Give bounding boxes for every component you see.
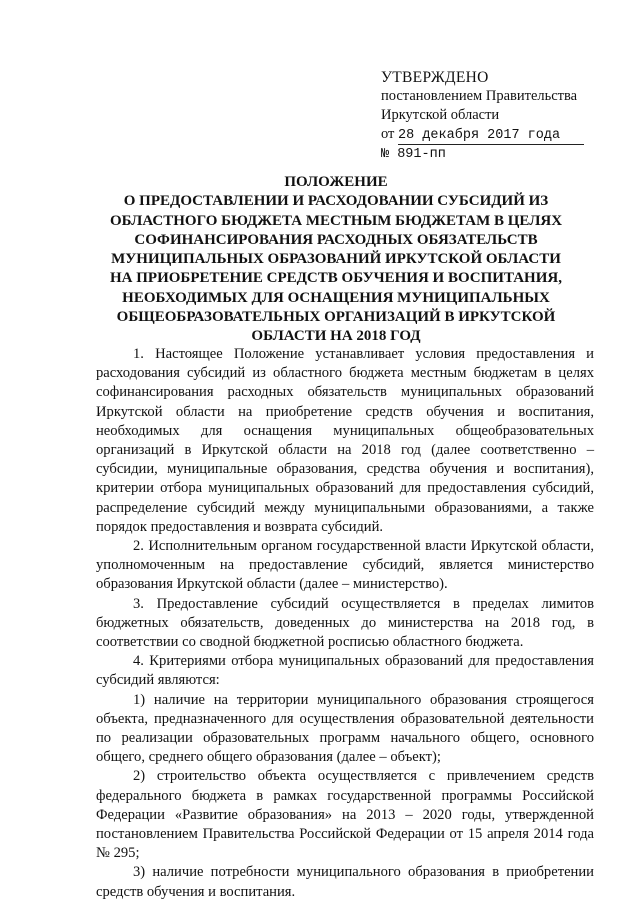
approval-date-row xyxy=(381,125,621,145)
title-line-6: НА ПРИОБРЕТЕНИЕ СРЕДСТВ ОБУЧЕНИЯ И ВОСПИТАНИЯ, xyxy=(110,270,562,287)
title-line-7: НЕОБХОДИМЫХ ДЛЯ ОСНАЩЕНИЯ МУНИЦИПАЛЬНЫХ xyxy=(122,289,550,306)
title-line-3: ОБЛАСТНОГО БЮДЖЕТА МЕСТНЫМ БЮДЖЕТАМ В ЦЕЛЯХ xyxy=(109,212,563,229)
title-line-2: О ПРЕДОСТАВЛЕНИИ И РАСХОДОВАНИИ СУБСИДИЙ ИЗ xyxy=(123,193,549,210)
approval-heading: УТВЕРЖДЕНО xyxy=(381,69,489,86)
paragraph-4: 4. Критериями отбора муниципальных образований для предоставления субсидий являются: xyxy=(96,653,594,689)
approval-date-prefix: от xyxy=(381,126,395,142)
approval-authority-line: постановлением Правительства xyxy=(381,88,578,104)
approval-date-value: 28 декабря 2017 года xyxy=(398,128,584,145)
title-line-1: ПОЛОЖЕНИЕ xyxy=(284,174,388,190)
title-line-5: МУНИЦИПАЛЬНЫХ ОБРАЗОВАНИЙ ИРКУТСКОЙ ОБЛАСТИ xyxy=(111,251,561,268)
document-body xyxy=(96,345,594,902)
paragraph-3: 3. Предоставление субсидий осуществляется в пределах лимитов бюджетных обязательств, доведенных до министерства на 2018 год, в соответствии со сводной бюджетной росписью областного бюджета. xyxy=(96,595,594,651)
document-title xyxy=(95,173,577,347)
paragraph-4-item-1: 1) наличие на территории муниципального образования строящегося объекта, предназначенного для осуществления образовательной деятельности по реализации образовательных программ начального общего, основного общего, среднего общего образования (далее – объект); xyxy=(96,691,594,766)
paragraph-2: 2. Исполнительным органом государственной власти Иркутской области, уполномоченным на предоставление субсидий, является министерство образования Иркутской области (далее – министерство). xyxy=(96,538,594,593)
paragraph-4-item-3: 3) наличие потребности муниципального образования в приобретении средств обучения и воспитания. xyxy=(96,864,594,900)
title-line-8: ОБЩЕОБРАЗОВАТЕЛЬНЫХ ОРГАНИЗАЦИЙ В ИРКУТСКОЙ xyxy=(116,309,556,326)
title-line-9: ОБЛАСТИ НА 2018 ГОД xyxy=(251,328,421,345)
title-line-4: СОФИНАНСИРОВАНИЯ РАСХОДНЫХ ОБЯЗАТЕЛЬСТВ xyxy=(134,231,538,248)
paragraph-4-item-2: 2) строительство объекта осуществляется с привлечением средств федерального бюджета в рамках государственной программы Российской Федерации «Развитие образования» на 2013 – 2020 годы, утвержденной постановлением Правительства Российской Федерации от 15 апреля 2014 года № 295; xyxy=(96,768,594,862)
approval-stamp xyxy=(381,68,621,164)
approval-number: № 891-пп xyxy=(381,147,446,162)
paragraph-1: 1. Настоящее Положение устанавливает условия предоставления и расходования субсидий из областного бюджета местным бюджетам в целях софинансирования расходных обязательств муниципальных образований Иркутской области на приобретение средств обучения и воспитания, необходимых для оснащения муниципальных общеобразовательных организаций в Иркутской области на 2018 год (далее соответственно – субсидии, муниципальные образования, средства обучения и воспитания), критерии отбора муниципальных образований для предоставления субсидий, распределение субсидий между муниципальными образованиями, а также порядок предоставления и возврата субсидий. xyxy=(96,346,594,535)
approval-region-line: Иркутской области xyxy=(381,107,500,123)
